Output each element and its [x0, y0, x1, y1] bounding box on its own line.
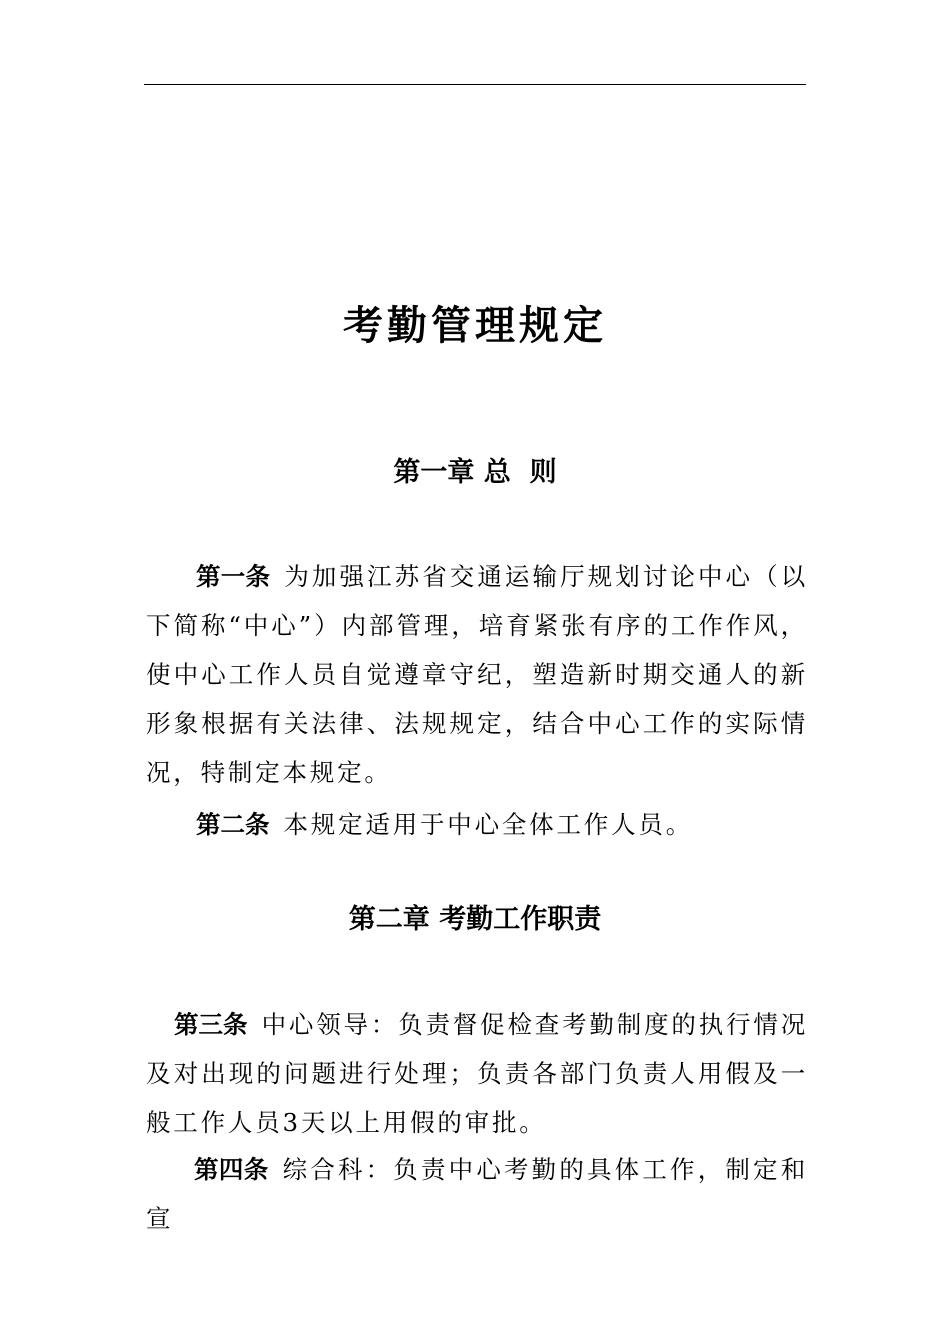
article-4 [146, 1145, 808, 1243]
chapter-1-number: 第一章 [393, 457, 475, 488]
article-4-text: 综合科：负责中心考勤的具体工作，制定和宣 [146, 1155, 809, 1233]
article-2-text: 本规定适用于中心全体工作人员。 [283, 810, 693, 839]
chapter-1-title: 总 则 [483, 457, 557, 488]
chapter-2-title: 考勤工作职责 [439, 904, 602, 935]
article-1 [146, 552, 808, 797]
document-title: 考勤管理规定 [343, 303, 607, 349]
article-2 [146, 800, 808, 849]
article-4-label: 第四条 [194, 1155, 269, 1184]
article-3 [146, 1000, 808, 1147]
chapter-2-number: 第二章 [348, 904, 430, 935]
chapter-2-heading [0, 900, 950, 940]
article-1-text: 为加强江苏省交通运输厅规划讨论中心（以下简称“中心”）内部管理，培育紧张有序的工作作风，使中心工作人员自觉遵章守纪，塑造新时期交通人的新形象根据有关法律、法规规定，结合中心工作的实际情况，特制定本规定。 [146, 562, 808, 787]
article-3-text: 中心领导：负责督促检查考勤制度的执行情况及对出现的问题进行处理；负责各部门负责人用假及一般工作人员3天以上用假的审批。 [146, 1010, 809, 1137]
article-2-label: 第二条 [196, 810, 270, 839]
article-3-label: 第三条 [174, 1010, 248, 1039]
article-1-label: 第一条 [196, 562, 271, 591]
chapter-1-heading [0, 453, 950, 493]
header-rule [144, 84, 806, 85]
